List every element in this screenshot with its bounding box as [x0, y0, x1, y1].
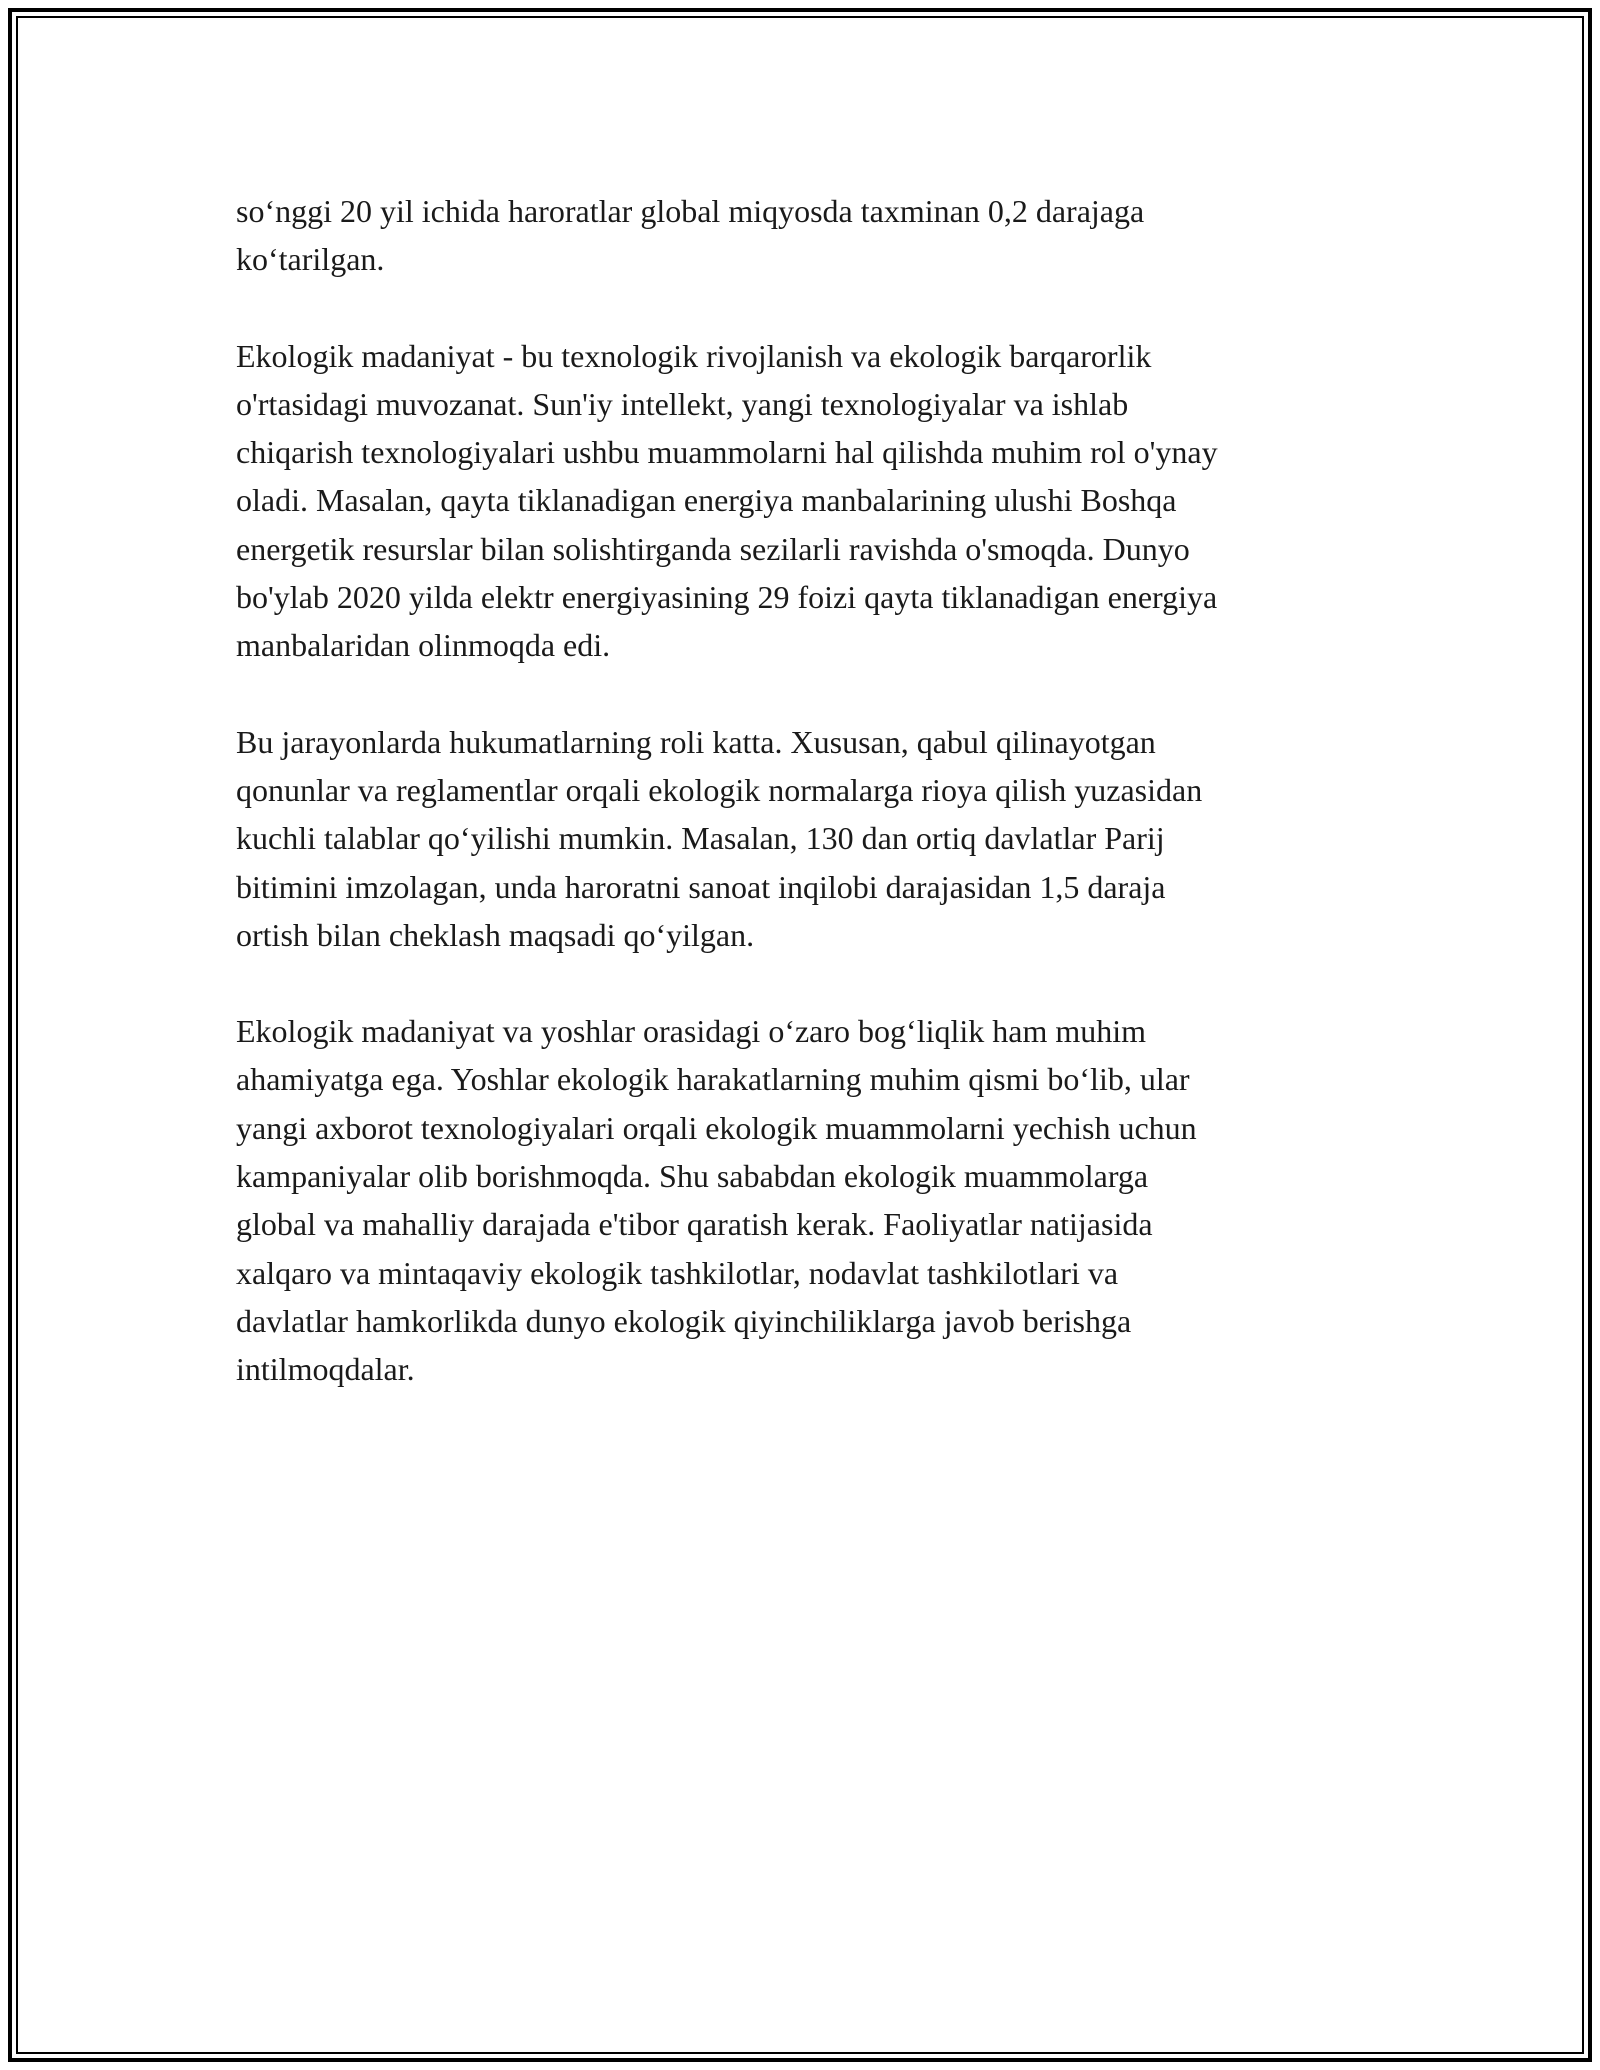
paragraph-4 — [236, 1007, 1386, 1393]
paragraph-3 — [236, 718, 1386, 959]
text-line: manbalaridan olinmoqda edi. — [236, 627, 611, 664]
paragraph-2 — [236, 332, 1386, 670]
text-line: bo'ylab 2020 yilda elektr energiyasining 29 foizi qayta tiklanadigan energiya — [236, 579, 1218, 616]
text-line: Ekologik madaniyat va yoshlar orasidagi o‘zaro bog‘liqlik ham muhim — [236, 1013, 1147, 1050]
text-line: yangi axborot texnologiyalari orqali ekologik muammolarni yechish uchun — [236, 1109, 1197, 1146]
text-line: intilmoqdalar. — [236, 1351, 415, 1388]
text-line: ortish bilan cheklash maqsadi qo‘yilgan. — [236, 916, 755, 953]
text-line: ahamiyatga ega. Yoshlar ekologik harakatlarning muhim qismi bo‘lib, ular — [236, 1061, 1190, 1098]
text-line: qonunlar va reglamentlar orqali ekologik normalarga rioya qilish yuzasidan — [236, 771, 1203, 808]
text-line: so‘nggi 20 yil ichida haroratlar global miqyosda taxminan 0,2 darajaga — [236, 193, 1145, 229]
text-line: o'rtasidagi muvozanat. Sun'iy intellekt, yangi texnologiyalar va ishlab — [236, 385, 1129, 422]
text-line: xalqaro va mintaqaviy ekologik tashkilotlar, nodavlat tashkilotlari va — [236, 1254, 1119, 1291]
text-line: kampaniyalar olib borishmoqda. Shu sababdan ekologik muammolarga — [236, 1158, 1149, 1195]
text-line: bitimini imzolagan, unda haroratni sanoat inqilobi darajasidan 1,5 daraja — [236, 868, 1166, 905]
text-line: kuchli talablar qo‘yilishi mumkin. Masalan, 130 dan ortiq davlatlar Parij — [236, 820, 1165, 857]
text-line: ko‘tarilgan. — [236, 241, 385, 278]
text-line: chiqarish texnologiyalari ushbu muammolarni hal qilishda muhim rol o'ynay — [236, 434, 1218, 471]
text-line: davlatlar hamkorlikda dunyo ekologik qiyinchiliklarga javob berishga — [236, 1302, 1132, 1339]
document-body — [236, 187, 1386, 1442]
text-line: energetik resurslar bilan solishtirganda sezilarli ravishda o'smoqda. Dunyo — [236, 530, 1190, 567]
text-line: oladi. Masalan, qayta tiklanadigan energiya manbalarining ulushi Boshqa — [236, 482, 1177, 519]
paragraph-1 — [236, 187, 1386, 284]
text-line: global va mahalliy darajada e'tibor qaratish kerak. Faoliyatlar natijasida — [236, 1206, 1153, 1243]
text-line: Bu jarayonlarda hukumatlarning roli katta. Xususan, qabul qilinayotgan — [236, 723, 1156, 760]
text-line: Ekologik madaniyat - bu texnologik rivojlanish va ekologik barqarorlik — [236, 337, 1152, 374]
